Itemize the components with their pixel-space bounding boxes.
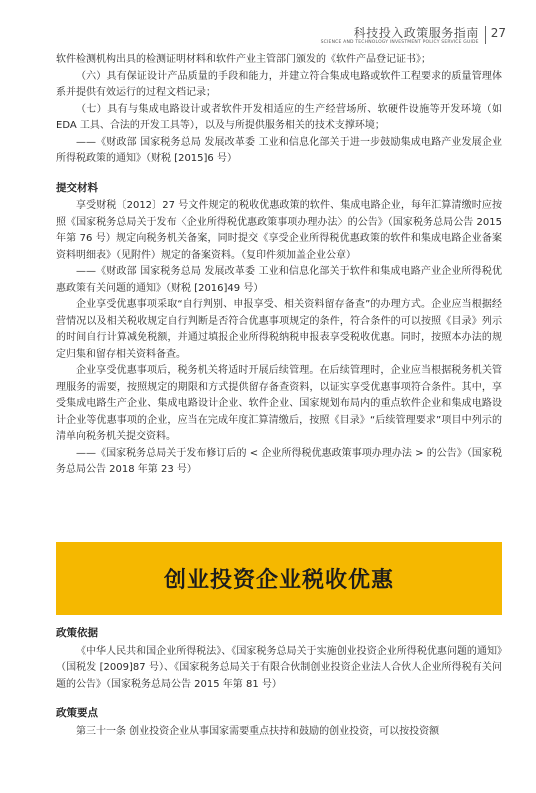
policy-basis-text: 《中华人民共和国企业所得税法》、《国家税务总局关于实施创业投资企业所得税优惠问题的通知》（国税发 [2009]87 号）、《国家税务总局关于有限合伙制创业投资企业法人合伙人企业所得税有关问题的公告》（国家税务总局公告 2015 年第 81 号） [56,645,502,690]
section-heading-policy-points: 政策要点 [56,707,98,719]
paragraph-item-7: （七）具有与集成电路设计或者软件开发相适应的生产经营场所、软硬件设施等开发环境（如 EDA 工具、合法的开发工具等），以及与所提供服务相关的技术支撑环境； [56,103,502,131]
page-number: 27 [490,26,506,40]
section-banner [56,542,502,615]
section-heading-policy-basis: 政策依据 [56,627,98,639]
policy-points-text: 第三十一条 创业投资企业从事国家需要重点扶持和鼓励的创业投资，可以按投资额 [76,725,440,737]
header-divider [485,26,486,44]
submission-paragraph-2: 企业享受优惠事项采取“自行判别、申报享受、相关资料留存备查”的办理方式。企业应当根据经营情况以及相关税收规定自行判断是否符合优惠事项规定的条件，符合条件的可以按照《目录》列示的时间自行计算减免税额，并通过填报企业所得税纳税申报表享受税收优惠。同时，按照本办法的规定归集和留存相关资料备查。 [56,299,502,360]
submission-paragraph-3: 企业享受优惠事项后，税务机关将适时开展后续管理。在后续管理时，企业应当根据税务机关管理服务的需要，按照规定的期限和方式提供留存备查资料，以证实享受优惠事项符合条件。其中，享受集成电路生产企业、集成电路设计企业、软件企业、国家规划布局内的重点软件企业和集成电路设计企业等优惠事项的企业，应当在完成年度汇算清缴后，按照《目录》“后续管理要求”项目中列示的清单向税务机关提交资料。 [56,365,502,442]
source-citation-2: ——《财政部 国家税务总局 发展改革委 工业和信息化部关于软件和集成电路产业企业所得税优惠政策有关问题的通知》（财税 [2016]49 号） [56,266,502,294]
submission-paragraph-1: 享受财税〔2012〕27 号文件规定的税收优惠政策的软件、集成电路企业，每年汇算清缴时应按照《国家税务总局关于发布〈企业所得税优惠政策事项办理办法〉的公告》（国家税务总局公告 2015 年第 76 号）规定向税务机关备案，同时提交《享受企业所得税优惠政策的软件和集成电路企业备案资料明细表》（见附件）规定的备案资料。（复印件须加盖企业公章） [56,200,502,261]
lower-content [56,625,502,740]
page-header [321,26,506,46]
banner-title: 创业投资企业税收优惠 [163,568,394,593]
main-content [56,52,502,479]
section-heading-submission: 提交材料 [56,181,98,194]
paragraph-continued: 软件检测机构出具的检测证明材料和软件产业主管部门颁发的《软件产品登记证书》； [56,54,431,65]
header-title: 科技投入政策服务指南 [353,26,479,40]
header-subtitle: SCIENCE AND TECHNOLOGY INVESTMENT POLICY SERVICE GUIDE [320,40,479,45]
paragraph-item-6: （六）具有保证设计产品质量的手段和能力，并建立符合集成电路或软件工程要求的质量管理体系并提供有效运行的过程文档记录； [56,70,502,98]
source-citation-3: ——《国家税务总局关于发布修订后的 < 企业所得税优惠政策事项办理办法 > 的公告》（国家税务总局公告 2018 年第 23 号） [56,447,502,475]
header-text-block [321,26,479,46]
source-citation-1: ——《财政部 国家税务总局 发展改革委 工业和信息化部关于进一步鼓励集成电路产业发展企业所得税政策的通知》（财税 [2015]6 号） [56,136,502,164]
